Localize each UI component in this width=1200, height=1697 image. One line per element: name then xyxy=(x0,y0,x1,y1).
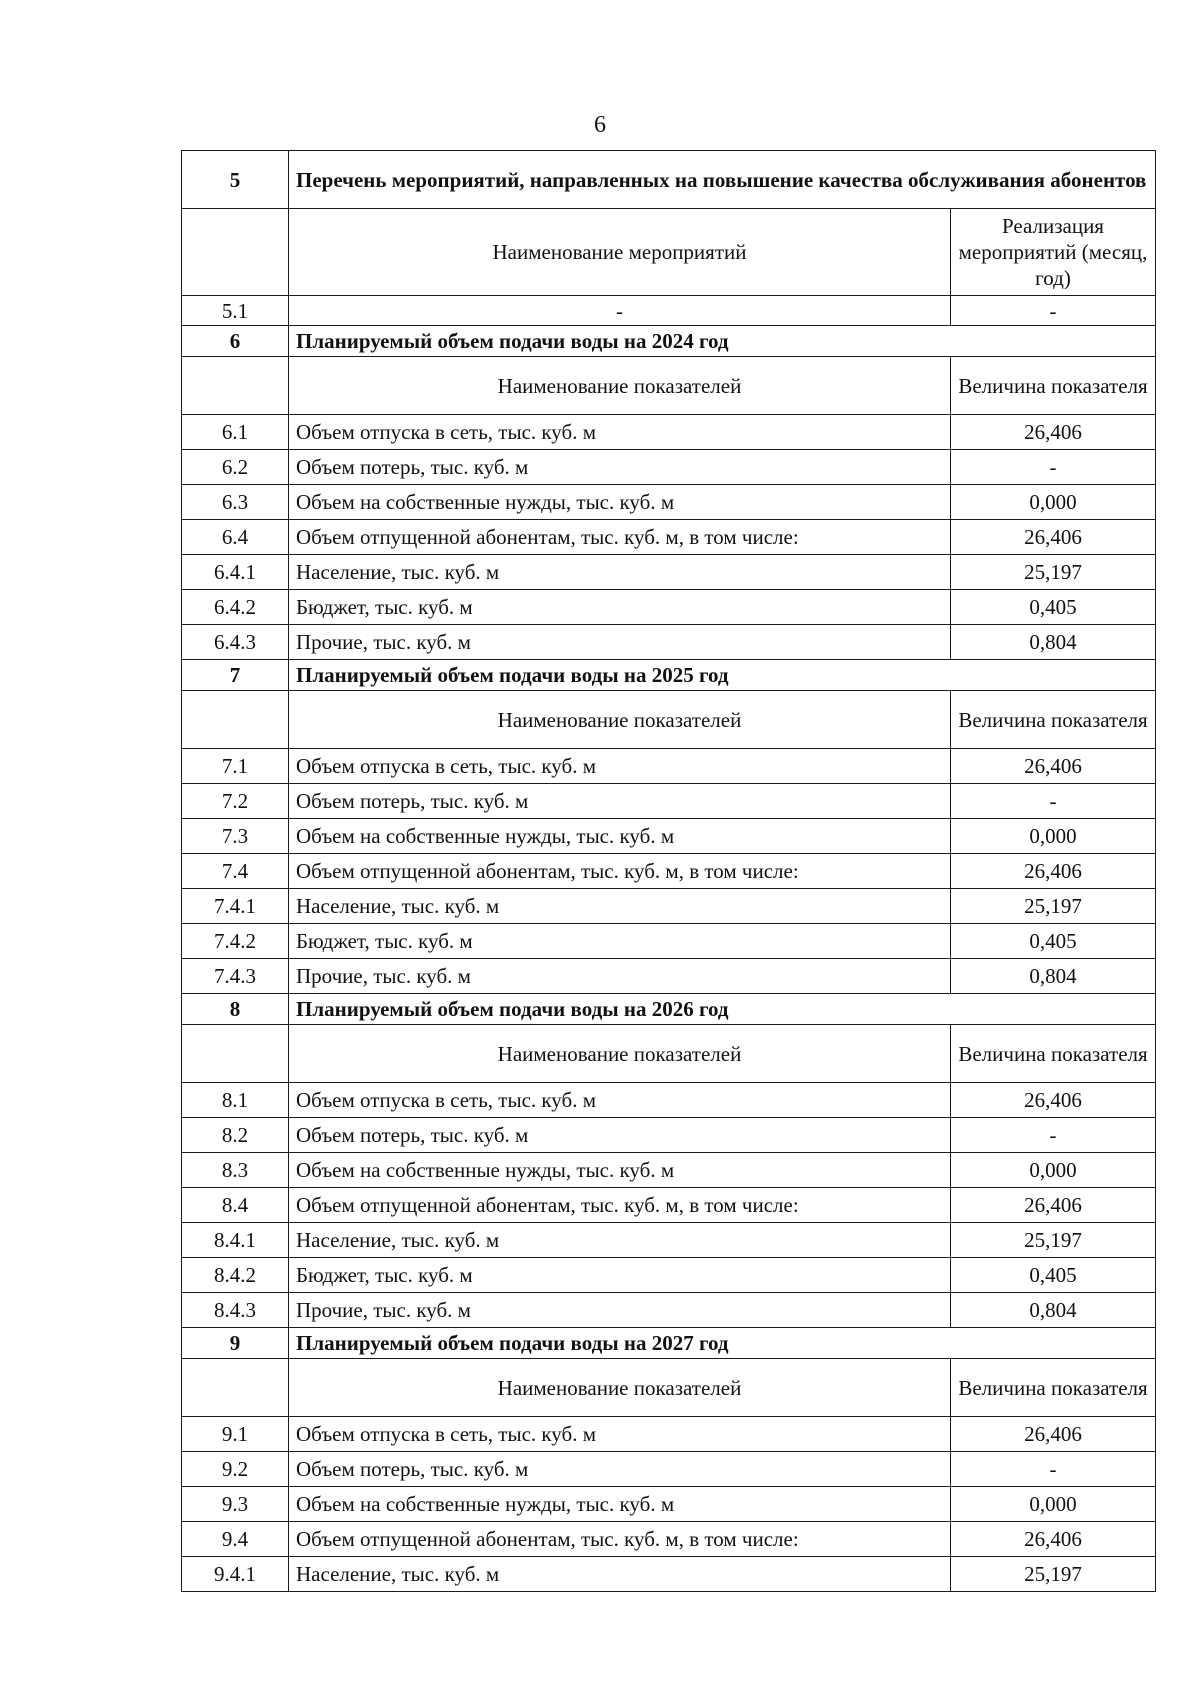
row-number: 9.3 xyxy=(182,1487,289,1522)
table-row xyxy=(182,590,1156,625)
section-5-header-row xyxy=(182,209,1156,296)
table-row xyxy=(182,625,1156,660)
table-row xyxy=(182,1293,1156,1328)
header-empty-cell xyxy=(182,1359,289,1417)
column-header-name: Наименование показателей xyxy=(289,1359,951,1417)
header-empty-cell xyxy=(182,691,289,749)
row-value: 26,406 xyxy=(951,1083,1156,1118)
row-value: - xyxy=(951,296,1156,326)
row-number: 6.4.3 xyxy=(182,625,289,660)
row-number: 8.4.3 xyxy=(182,1293,289,1328)
row-number: 7.4.3 xyxy=(182,959,289,994)
row-value: 0,804 xyxy=(951,959,1156,994)
row-name: Объем на собственные нужды, тыс. куб. м xyxy=(289,819,951,854)
row-number: 7.1 xyxy=(182,749,289,784)
section-header-row xyxy=(182,1025,1156,1083)
section-number: 5 xyxy=(182,151,289,209)
row-number: 8.4 xyxy=(182,1188,289,1223)
row-number: 6.3 xyxy=(182,485,289,520)
row-name: Население, тыс. куб. м xyxy=(289,555,951,590)
row-value: 26,406 xyxy=(951,1522,1156,1557)
row-name: Объем потерь, тыс. куб. м xyxy=(289,1452,951,1487)
row-number: 5.1 xyxy=(182,296,289,326)
row-number: 6.1 xyxy=(182,415,289,450)
row-value: - xyxy=(951,784,1156,819)
section-number: 7 xyxy=(182,660,289,691)
table-row xyxy=(182,1522,1156,1557)
table-row xyxy=(182,415,1156,450)
row-value: 0,804 xyxy=(951,1293,1156,1328)
row-value: 26,406 xyxy=(951,415,1156,450)
row-value: - xyxy=(951,1118,1156,1153)
table-row xyxy=(182,1153,1156,1188)
section-header-row xyxy=(182,691,1156,749)
section-title: Планируемый объем подачи воды на 2027 год xyxy=(289,1328,1156,1359)
row-value: - xyxy=(951,1452,1156,1487)
section-title-row xyxy=(182,326,1156,357)
table-row xyxy=(182,854,1156,889)
column-header-value: Величина показателя xyxy=(951,691,1156,749)
row-name: Бюджет, тыс. куб. м xyxy=(289,924,951,959)
row-name: Объем отпуска в сеть, тыс. куб. м xyxy=(289,1417,951,1452)
row-value: 25,197 xyxy=(951,1557,1156,1592)
table-row xyxy=(182,1118,1156,1153)
section-title-row xyxy=(182,660,1156,691)
row-value: 26,406 xyxy=(951,749,1156,784)
row-name: Население, тыс. куб. м xyxy=(289,1557,951,1592)
plan-table xyxy=(181,150,1156,1592)
row-value: 0,000 xyxy=(951,819,1156,854)
row-name: Объем на собственные нужды, тыс. куб. м xyxy=(289,485,951,520)
column-header-value: Величина показателя xyxy=(951,1359,1156,1417)
column-header-value: Величина показателя xyxy=(951,1025,1156,1083)
page-number: 6 xyxy=(594,112,606,138)
row-number: 6.4.2 xyxy=(182,590,289,625)
row-value: 0,804 xyxy=(951,625,1156,660)
column-header-name: Наименование показателей xyxy=(289,691,951,749)
table-row xyxy=(182,784,1156,819)
row-value: 0,405 xyxy=(951,1258,1156,1293)
row-number: 7.4.2 xyxy=(182,924,289,959)
row-number: 8.1 xyxy=(182,1083,289,1118)
table-row xyxy=(182,1223,1156,1258)
column-header-value: Величина показателя xyxy=(951,357,1156,415)
row-number: 8.4.2 xyxy=(182,1258,289,1293)
header-empty-cell xyxy=(182,357,289,415)
row-name: Прочие, тыс. куб. м xyxy=(289,625,951,660)
section-title-row xyxy=(182,1328,1156,1359)
row-value: - xyxy=(951,450,1156,485)
row-value: 25,197 xyxy=(951,555,1156,590)
row-number: 9.1 xyxy=(182,1417,289,1452)
row-value: 26,406 xyxy=(951,1188,1156,1223)
row-number: 7.2 xyxy=(182,784,289,819)
section-title: Планируемый объем подачи воды на 2025 год xyxy=(289,660,1156,691)
row-number: 8.2 xyxy=(182,1118,289,1153)
table-row xyxy=(182,450,1156,485)
row-name: Объем отпуска в сеть, тыс. куб. м xyxy=(289,1083,951,1118)
section-title: Планируемый объем подачи воды на 2026 год xyxy=(289,994,1156,1025)
table-row xyxy=(182,1557,1156,1592)
row-number: 6.4.1 xyxy=(182,555,289,590)
table-row xyxy=(182,959,1156,994)
row-value: 26,406 xyxy=(951,1417,1156,1452)
section-5-title-row xyxy=(182,151,1156,209)
row-number: 9.4 xyxy=(182,1522,289,1557)
table-row xyxy=(182,296,1156,326)
section-header-row xyxy=(182,357,1156,415)
table-row xyxy=(182,749,1156,784)
row-name: Прочие, тыс. куб. м xyxy=(289,1293,951,1328)
row-value: 0,000 xyxy=(951,485,1156,520)
table-row xyxy=(182,1258,1156,1293)
table-row xyxy=(182,819,1156,854)
row-name: Объем отпуска в сеть, тыс. куб. м xyxy=(289,749,951,784)
table-row xyxy=(182,924,1156,959)
row-name: Бюджет, тыс. куб. м xyxy=(289,1258,951,1293)
row-name: Объем потерь, тыс. куб. м xyxy=(289,1118,951,1153)
row-value: 0,405 xyxy=(951,924,1156,959)
row-name: Объем отпущенной абонентам, тыс. куб. м, в том числе: xyxy=(289,854,951,889)
row-name: - xyxy=(289,296,951,326)
row-name: Объем отпуска в сеть, тыс. куб. м xyxy=(289,415,951,450)
header-empty-cell xyxy=(182,209,289,296)
row-number: 7.4 xyxy=(182,854,289,889)
table-row xyxy=(182,520,1156,555)
table-row xyxy=(182,1452,1156,1487)
row-number: 9.2 xyxy=(182,1452,289,1487)
row-number: 7.4.1 xyxy=(182,889,289,924)
row-name: Объем отпущенной абонентам, тыс. куб. м, в том числе: xyxy=(289,520,951,555)
column-header-name: Наименование мероприятий xyxy=(289,209,951,296)
row-name: Объем отпущенной абонентам, тыс. куб. м, в том числе: xyxy=(289,1522,951,1557)
row-name: Бюджет, тыс. куб. м xyxy=(289,590,951,625)
row-name: Прочие, тыс. куб. м xyxy=(289,959,951,994)
row-value: 0,000 xyxy=(951,1153,1156,1188)
row-value: 0,405 xyxy=(951,590,1156,625)
row-number: 9.4.1 xyxy=(182,1557,289,1592)
row-value: 26,406 xyxy=(951,520,1156,555)
row-name: Население, тыс. куб. м xyxy=(289,889,951,924)
row-value: 0,000 xyxy=(951,1487,1156,1522)
row-number: 6.2 xyxy=(182,450,289,485)
row-name: Объем на собственные нужды, тыс. куб. м xyxy=(289,1153,951,1188)
column-header-value: Реализация мероприятий (месяц, год) xyxy=(951,209,1156,296)
table-row xyxy=(182,555,1156,590)
table-row xyxy=(182,889,1156,924)
table-row xyxy=(182,1083,1156,1118)
section-header-row xyxy=(182,1359,1156,1417)
section-title: Перечень мероприятий, направленных на повышение качества обслуживания абонентов xyxy=(289,151,1156,209)
row-number: 8.4.1 xyxy=(182,1223,289,1258)
header-empty-cell xyxy=(182,1025,289,1083)
row-name: Объем на собственные нужды, тыс. куб. м xyxy=(289,1487,951,1522)
section-title-row xyxy=(182,994,1156,1025)
row-number: 7.3 xyxy=(182,819,289,854)
row-value: 25,197 xyxy=(951,1223,1156,1258)
section-number: 6 xyxy=(182,326,289,357)
column-header-name: Наименование показателей xyxy=(289,1025,951,1083)
table-row xyxy=(182,1188,1156,1223)
section-number: 8 xyxy=(182,994,289,1025)
row-value: 25,197 xyxy=(951,889,1156,924)
column-header-name: Наименование показателей xyxy=(289,357,951,415)
row-name: Объем отпущенной абонентам, тыс. куб. м, в том числе: xyxy=(289,1188,951,1223)
table-row xyxy=(182,1417,1156,1452)
table-row xyxy=(182,1487,1156,1522)
table-row xyxy=(182,485,1156,520)
row-name: Объем потерь, тыс. куб. м xyxy=(289,784,951,819)
row-value: 26,406 xyxy=(951,854,1156,889)
section-number: 9 xyxy=(182,1328,289,1359)
section-title: Планируемый объем подачи воды на 2024 год xyxy=(289,326,1156,357)
row-name: Население, тыс. куб. м xyxy=(289,1223,951,1258)
row-name: Объем потерь, тыс. куб. м xyxy=(289,450,951,485)
row-number: 6.4 xyxy=(182,520,289,555)
row-number: 8.3 xyxy=(182,1153,289,1188)
